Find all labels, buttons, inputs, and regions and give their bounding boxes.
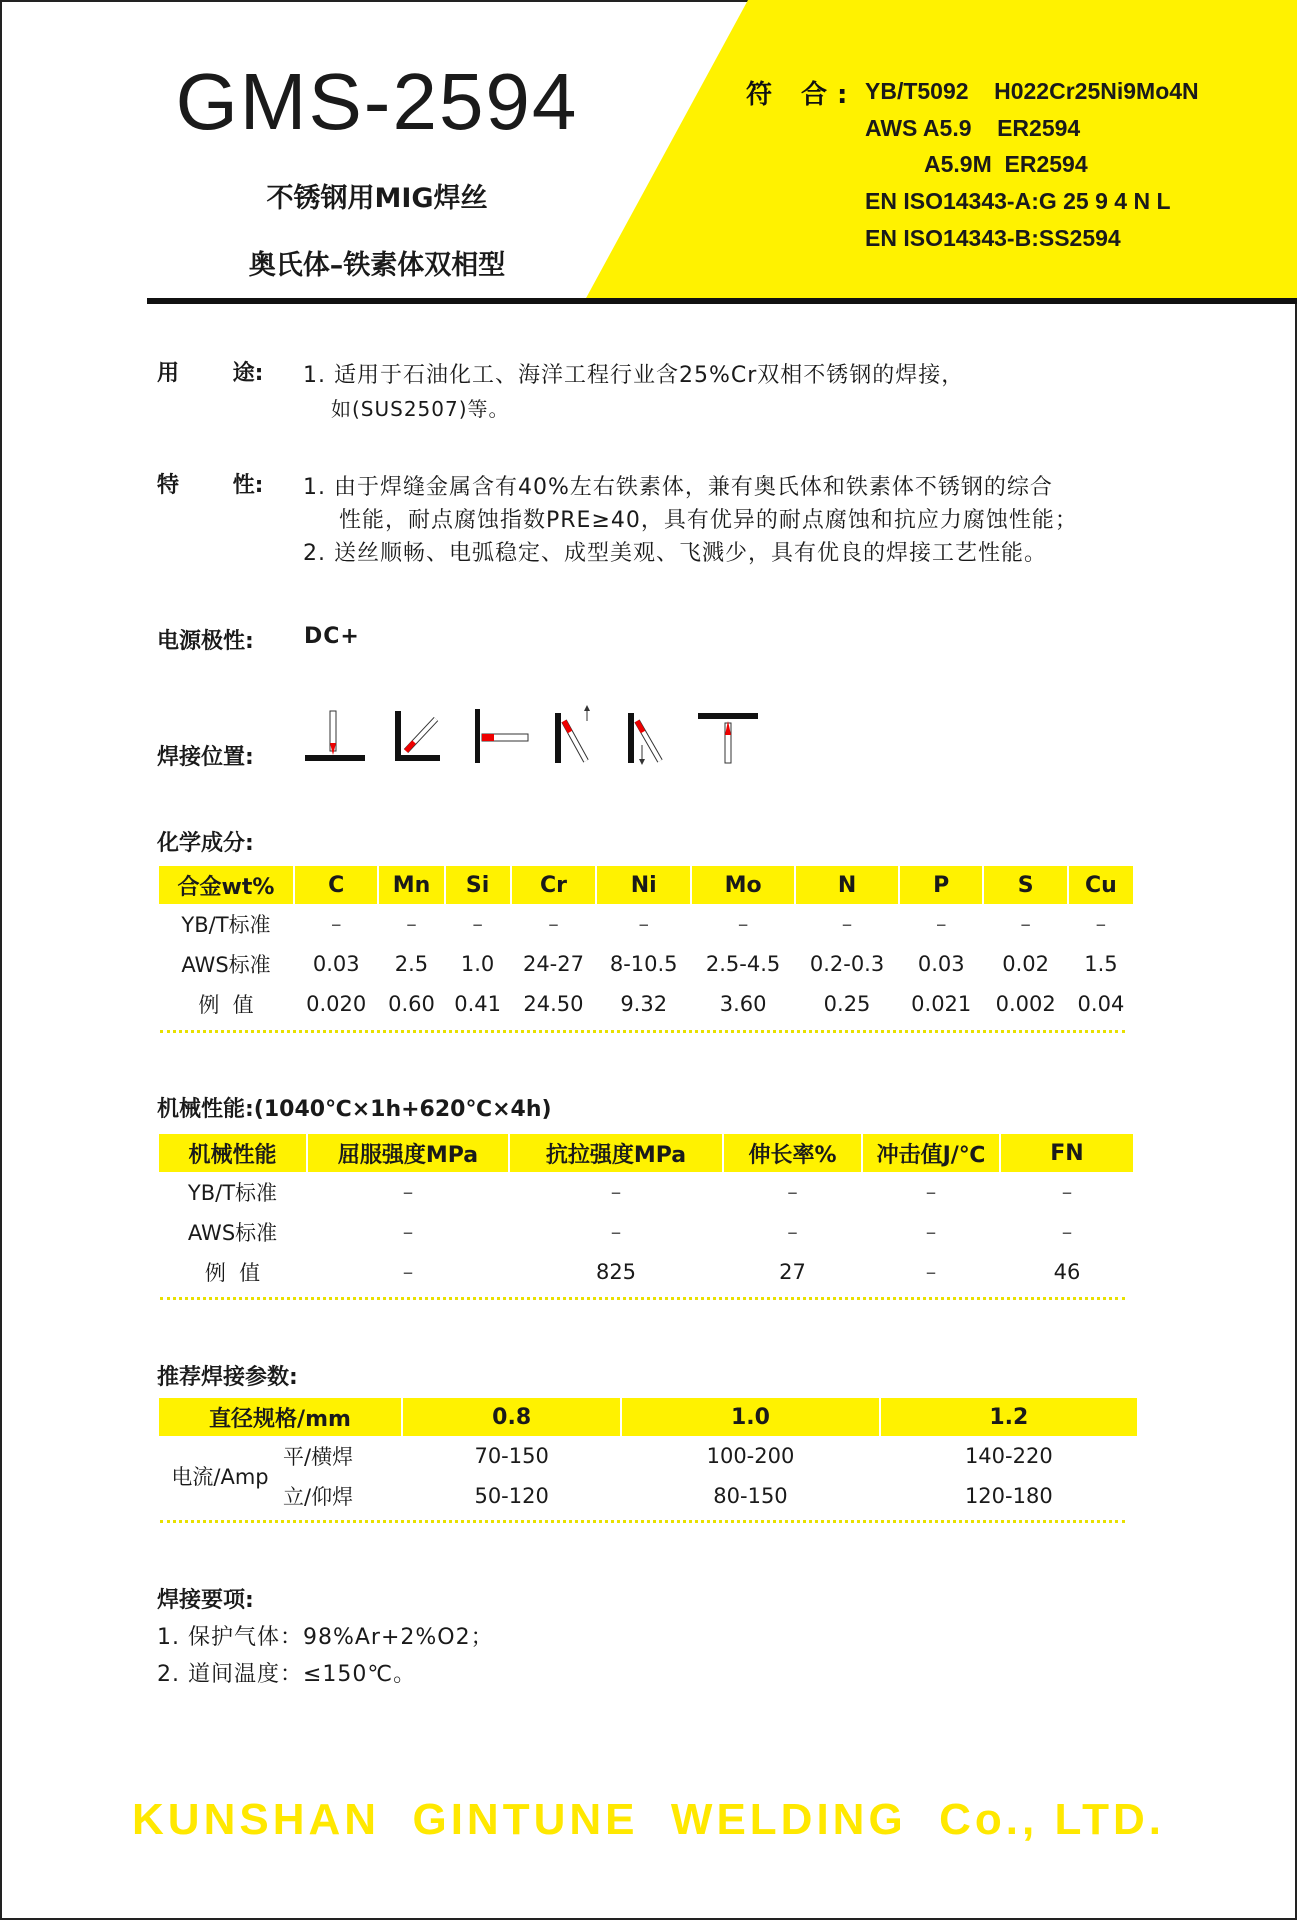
- table-cell: –: [402, 1260, 414, 1284]
- table-cell: –: [935, 912, 947, 936]
- product-subtitle-class: 奥氏体–铁素体双相型: [248, 250, 506, 281]
- column-header: 0.8: [403, 1398, 620, 1436]
- table-cell: 0.03: [312, 952, 360, 976]
- product-model: GMS-2594: [175, 57, 579, 146]
- table-cell: 0.04: [1077, 992, 1125, 1016]
- table-header-row: [159, 1134, 1133, 1172]
- table-cell: –: [787, 1180, 798, 1204]
- table-cell: –: [1020, 912, 1031, 936]
- table-cell: –: [925, 1260, 937, 1284]
- table-row: [159, 904, 1133, 944]
- table-row: [159, 1252, 1133, 1292]
- table-cell: –: [1061, 1180, 1073, 1204]
- table-divider: [160, 1297, 1125, 1300]
- params-table: [157, 1398, 1139, 1516]
- table-cell: 140-220: [964, 1444, 1053, 1468]
- table-cell: –: [402, 1220, 414, 1244]
- positions-label: 焊接位置:: [157, 745, 254, 770]
- standard-line: A5.9M ER2594: [924, 151, 1088, 177]
- position-horizontal-fillet-icon: [395, 711, 440, 761]
- notes-line: 2. 道间温度：≤150℃。: [157, 1662, 417, 1687]
- column-header: Cr: [512, 866, 596, 904]
- column-header: Mn: [379, 866, 443, 904]
- table-header-row: [159, 866, 1133, 904]
- row-label: YB/T标准: [187, 1181, 278, 1205]
- polarity-label: 电源极性:: [157, 629, 254, 654]
- column-header: C: [295, 866, 377, 904]
- row-label: YB/T标准: [181, 913, 271, 937]
- table-cell: 0.60: [388, 992, 435, 1016]
- table-cell: 24.50: [523, 992, 584, 1016]
- table-cell: –: [737, 912, 749, 936]
- table-cell: 2.5-4.5: [705, 952, 781, 976]
- table-divider: [160, 1030, 1125, 1033]
- features-label: 特 性:: [157, 473, 264, 498]
- column-header: 冲击值J/℃: [863, 1134, 999, 1172]
- table-row: [159, 984, 1133, 1024]
- table-divider: [160, 1520, 1125, 1523]
- table-cell: 0.41: [454, 992, 501, 1016]
- standard-line: AWS A5.9 ER2594: [865, 115, 1081, 141]
- position-horizontal-icon: [475, 709, 528, 763]
- table-cell: –: [548, 912, 559, 936]
- column-header: N: [796, 866, 898, 904]
- table-cell: 825: [595, 1260, 637, 1284]
- table-cell: 0.002: [995, 992, 1056, 1016]
- table-cell: –: [925, 1180, 937, 1204]
- column-header: 合金wt%: [159, 866, 293, 904]
- table-cell: 24-27: [522, 952, 584, 976]
- table-cell: 80-150: [713, 1484, 788, 1508]
- welding-positions-diagram: [300, 705, 770, 765]
- header-divider: [147, 298, 1297, 304]
- row-label: 电流/Amp: [171, 1465, 269, 1489]
- column-header: P: [900, 866, 982, 904]
- company-name: KUNSHAN GINTUNE WELDING Co., LTD.: [132, 1795, 1165, 1844]
- notes-line: 1. 保护气体：98%Ar+2%O2；: [157, 1625, 494, 1650]
- polarity-value: DC+: [304, 624, 360, 649]
- usage-line: 1. 适用于石油化工、海洋工程行业含25%Cr双相不锈钢的焊接，: [303, 363, 965, 388]
- column-header: 机械性能: [159, 1134, 306, 1172]
- table-cell: –: [406, 912, 417, 936]
- chemistry-label: 化学成分:: [157, 831, 254, 856]
- table-cell: –: [841, 912, 853, 936]
- table-cell: –: [787, 1220, 798, 1244]
- table-cell: –: [472, 912, 483, 936]
- column-header: Si: [446, 866, 510, 904]
- table-cell: –: [925, 1220, 937, 1244]
- table-cell: –: [610, 1180, 622, 1204]
- position-flat-icon: [305, 711, 365, 761]
- chemistry-table: [157, 866, 1135, 1024]
- notes-label: 焊接要项:: [157, 1588, 254, 1613]
- position-vertical-down-icon: [628, 713, 660, 765]
- table-cell: –: [402, 1180, 414, 1204]
- row-sublabel: 立/仰焊: [283, 1485, 354, 1509]
- standards-label: 符 合:: [746, 80, 858, 110]
- table-row: [159, 1172, 1133, 1212]
- table-header-row: [159, 1398, 1137, 1436]
- row-label: AWS标准: [181, 953, 271, 977]
- table-cell: 50-120: [474, 1484, 549, 1508]
- table-cell: 46: [1053, 1260, 1081, 1284]
- table-cell: 1.0: [460, 952, 495, 976]
- features-line: 1. 由于焊缝金属含有40%左右铁素体，兼有奥氏体和铁素体不锈钢的综合: [303, 475, 1053, 500]
- column-header: 1.2: [881, 1398, 1137, 1436]
- standard-line: EN ISO14343-A:G 25 9 4 N L: [865, 188, 1171, 214]
- product-subtitle-type: 不锈钢用MIG焊丝: [266, 183, 488, 214]
- table-cell: 0.2-0.3: [809, 952, 885, 976]
- table-row: [159, 1476, 1137, 1516]
- table-cell: 0.020: [306, 992, 367, 1016]
- table-row: [159, 1436, 1137, 1476]
- mechanical-label: 机械性能:(1040℃×1h+620℃×4h): [157, 1097, 552, 1122]
- table-cell: 70-150: [474, 1444, 549, 1468]
- column-header: 伸长率%: [724, 1134, 861, 1172]
- table-cell: 0.03: [917, 952, 965, 976]
- column-header: 1.0: [622, 1398, 878, 1436]
- params-label: 推荐焊接参数:: [157, 1365, 298, 1390]
- standard-line: YB/T5092 H022Cr25Ni9Mo4N: [865, 78, 1199, 104]
- table-cell: –: [1061, 1220, 1073, 1244]
- table-cell: –: [638, 912, 649, 936]
- table-cell: –: [610, 1220, 622, 1244]
- usage-line: 如(SUS2507)等。: [331, 397, 510, 421]
- table-cell: 1.5: [1084, 952, 1118, 976]
- mechanical-table: [157, 1134, 1135, 1292]
- features-line: 2. 送丝顺畅、电弧稳定、成型美观、飞溅少，具有优良的焊接工艺性能。: [303, 541, 1047, 566]
- row-sublabel: 平/横焊: [283, 1445, 354, 1469]
- row-label: 例 值: [198, 993, 254, 1017]
- column-header: 直径规格/mm: [159, 1398, 401, 1436]
- standard-line: EN ISO14343-B:SS2594: [865, 225, 1121, 251]
- table-cell: –: [330, 912, 342, 936]
- row-label: 例 值: [204, 1261, 261, 1285]
- table-cell: 3.60: [719, 992, 767, 1016]
- table-row: [159, 944, 1133, 984]
- row-label: AWS标准: [187, 1221, 278, 1245]
- table-cell: –: [1095, 912, 1107, 936]
- table-row: [159, 1212, 1133, 1252]
- column-header: Cu: [1069, 866, 1133, 904]
- features-line: 性能，耐点腐蚀指数PRE≥40，具有优异的耐点腐蚀和抗应力腐蚀性能；: [339, 508, 1078, 533]
- column-header: 抗拉强度MPa: [510, 1134, 722, 1172]
- column-header: FN: [1001, 1134, 1133, 1172]
- table-cell: 0.02: [1002, 952, 1050, 976]
- column-header: S: [984, 866, 1066, 904]
- table-cell: 2.5: [394, 952, 429, 976]
- table-cell: 0.25: [823, 992, 871, 1016]
- table-cell: 8-10.5: [609, 952, 678, 976]
- table-cell: 100-200: [706, 1444, 795, 1468]
- column-header: Mo: [692, 866, 794, 904]
- usage-label: 用 途:: [157, 361, 264, 386]
- table-cell: 27: [779, 1260, 806, 1284]
- table-cell: 9.32: [620, 992, 668, 1016]
- table-cell: 0.021: [911, 992, 972, 1016]
- column-header: 屈服强度MPa: [308, 1134, 508, 1172]
- position-overhead-icon: [698, 713, 758, 763]
- column-header: Ni: [597, 866, 690, 904]
- position-vertical-up-icon: [555, 705, 590, 763]
- table-cell: 120-180: [964, 1484, 1053, 1508]
